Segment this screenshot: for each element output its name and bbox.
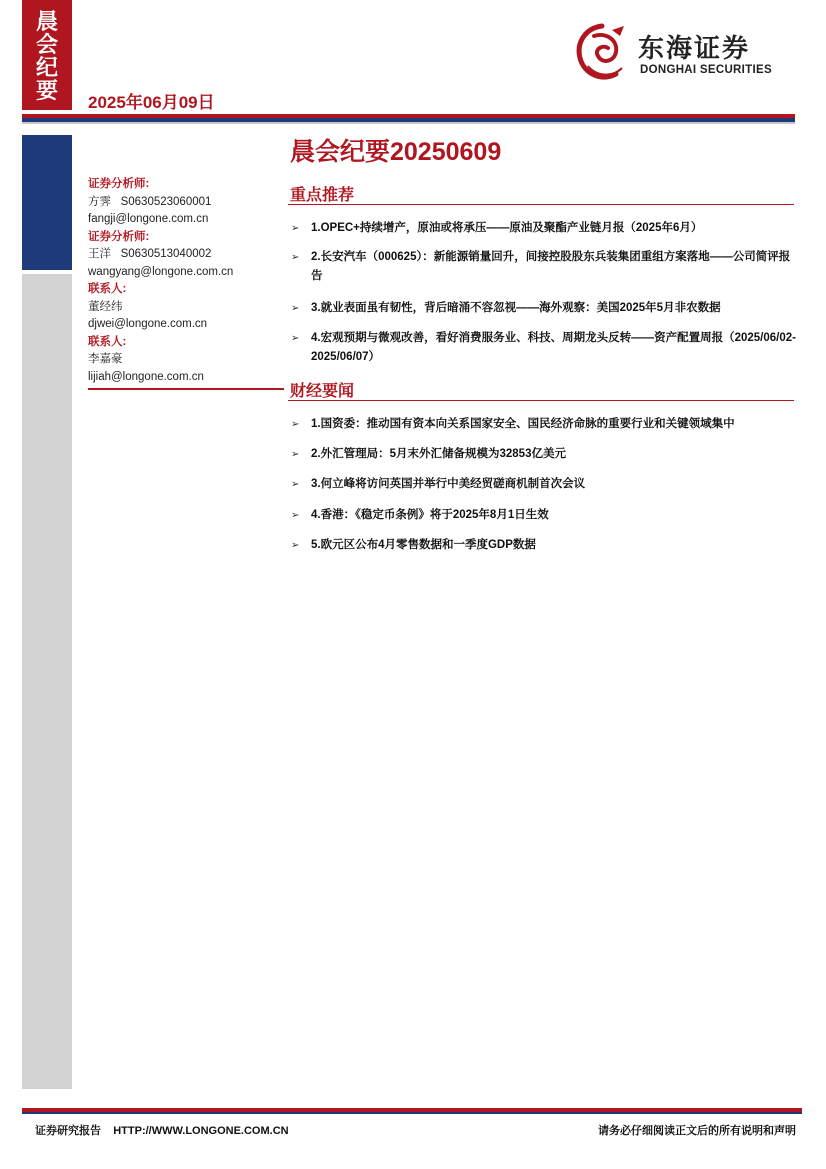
contact-role: 联系人: bbox=[88, 283, 127, 295]
list-item[interactable] bbox=[291, 219, 796, 238]
list-item[interactable] bbox=[291, 506, 796, 525]
list-item[interactable] bbox=[291, 415, 796, 434]
list-item[interactable] bbox=[291, 248, 796, 286]
report-date: 2025年06月09日 bbox=[88, 93, 215, 112]
analyst-role: 证券分析师: bbox=[88, 230, 150, 243]
footer-divider-blue bbox=[22, 1112, 802, 1114]
contact-name: 董经纬 bbox=[88, 300, 123, 313]
contact-entry bbox=[88, 281, 288, 334]
list-item-text: 1.OPEC+持续增产，原油或将承压——原油及聚酯产业链月报（2025年6月） bbox=[311, 222, 703, 234]
section-title-highlights: 重点推荐 bbox=[290, 187, 355, 204]
list-item[interactable] bbox=[291, 536, 796, 555]
section-title-news: 财经要闻 bbox=[290, 383, 355, 400]
list-item-text: 2.长安汽车（000625）：新能源销量回升，间接控股股东兵装集团重组方案落地——公司简评报告 bbox=[311, 251, 791, 282]
arrow-bullet-icon: ➢ bbox=[291, 419, 300, 430]
arrow-bullet-icon: ➢ bbox=[291, 252, 300, 263]
arrow-bullet-icon: ➢ bbox=[291, 540, 300, 551]
list-item-text: 3.何立峰将访问英国并举行中美经贸磋商机制首次会议 bbox=[311, 478, 586, 490]
contact-entry bbox=[88, 334, 288, 387]
analyst-name: 方霁 S0630523060001 bbox=[88, 195, 212, 208]
report-type-label: 晨 会 纪 要 bbox=[35, 9, 58, 103]
arrow-bullet-icon: ➢ bbox=[291, 333, 300, 344]
list-item-text: 5.欧元区公布4月零售数据和一季度GDP数据 bbox=[311, 539, 536, 551]
arrow-bullet-icon: ➢ bbox=[291, 449, 300, 460]
analyst-role: 证券分析师: bbox=[88, 178, 150, 190]
list-item-text: 3.就业表面虽有韧性，背后暗涌不容忽视——海外观察：美国2025年5月非农数据 bbox=[311, 302, 721, 314]
contact-name: 李嘉豪 bbox=[88, 353, 123, 365]
list-item[interactable] bbox=[291, 329, 796, 367]
report-type-tab bbox=[22, 0, 72, 110]
sidebar-blue-block bbox=[22, 135, 72, 270]
list-item[interactable] bbox=[291, 445, 796, 464]
footer-disclaimer: 请务必仔细阅读正文后的所有说明和声明 bbox=[598, 1125, 796, 1137]
page-title: 晨会纪要20250609 bbox=[290, 138, 502, 166]
analyst-divider bbox=[88, 388, 284, 390]
logo-chinese: 东海证券 bbox=[638, 33, 751, 63]
section-divider bbox=[288, 204, 794, 205]
logo-english: DONGHAI SECURITIES bbox=[640, 64, 772, 76]
contact-email[interactable]: djwei@longone.com.cn bbox=[88, 318, 208, 330]
analyst-name: 王洋 S0630513040002 bbox=[88, 248, 212, 260]
analyst-entry bbox=[88, 229, 288, 282]
header-divider-grey bbox=[22, 122, 795, 124]
arrow-bullet-icon: ➢ bbox=[291, 479, 300, 490]
sidebar-grey-block bbox=[22, 274, 72, 1089]
list-item-text: 4.香港：《稳定币条例》将于2025年8月1日生效 bbox=[311, 509, 549, 521]
contact-email[interactable]: lijiah@longone.com.cn bbox=[88, 370, 204, 383]
list-item-text: 4.宏观预期与微观改善，看好消费服务业、科技、周期龙头反转——资产配置周报（2025/06/02-2025/06/07） bbox=[311, 332, 796, 363]
analyst-entry bbox=[88, 176, 288, 229]
arrow-bullet-icon: ➢ bbox=[291, 303, 300, 314]
analyst-email[interactable]: wangyang@longone.com.cn bbox=[88, 265, 234, 278]
arrow-bullet-icon: ➢ bbox=[291, 223, 300, 234]
analyst-list bbox=[88, 176, 288, 386]
company-logo bbox=[572, 22, 802, 86]
list-item-text: 1.国资委：推动国有资本向关系国家安全、国民经济命脉的重要行业和关键领域集中 bbox=[311, 418, 735, 430]
footer-report-label[interactable]: 证券研究报告 HTTP://WWW.LONGONE.COM.CN bbox=[35, 1125, 289, 1137]
list-item-text: 2.外汇管理局：5月末外汇储备规模为32853亿美元 bbox=[311, 448, 566, 460]
section-divider bbox=[288, 400, 794, 401]
list-item[interactable] bbox=[291, 299, 796, 318]
analyst-email[interactable]: fangji@longone.com.cn bbox=[88, 213, 209, 225]
dragon-logo-icon bbox=[572, 22, 632, 86]
list-item[interactable] bbox=[291, 475, 796, 494]
arrow-bullet-icon: ➢ bbox=[291, 510, 300, 521]
contact-role: 联系人: bbox=[88, 335, 127, 348]
